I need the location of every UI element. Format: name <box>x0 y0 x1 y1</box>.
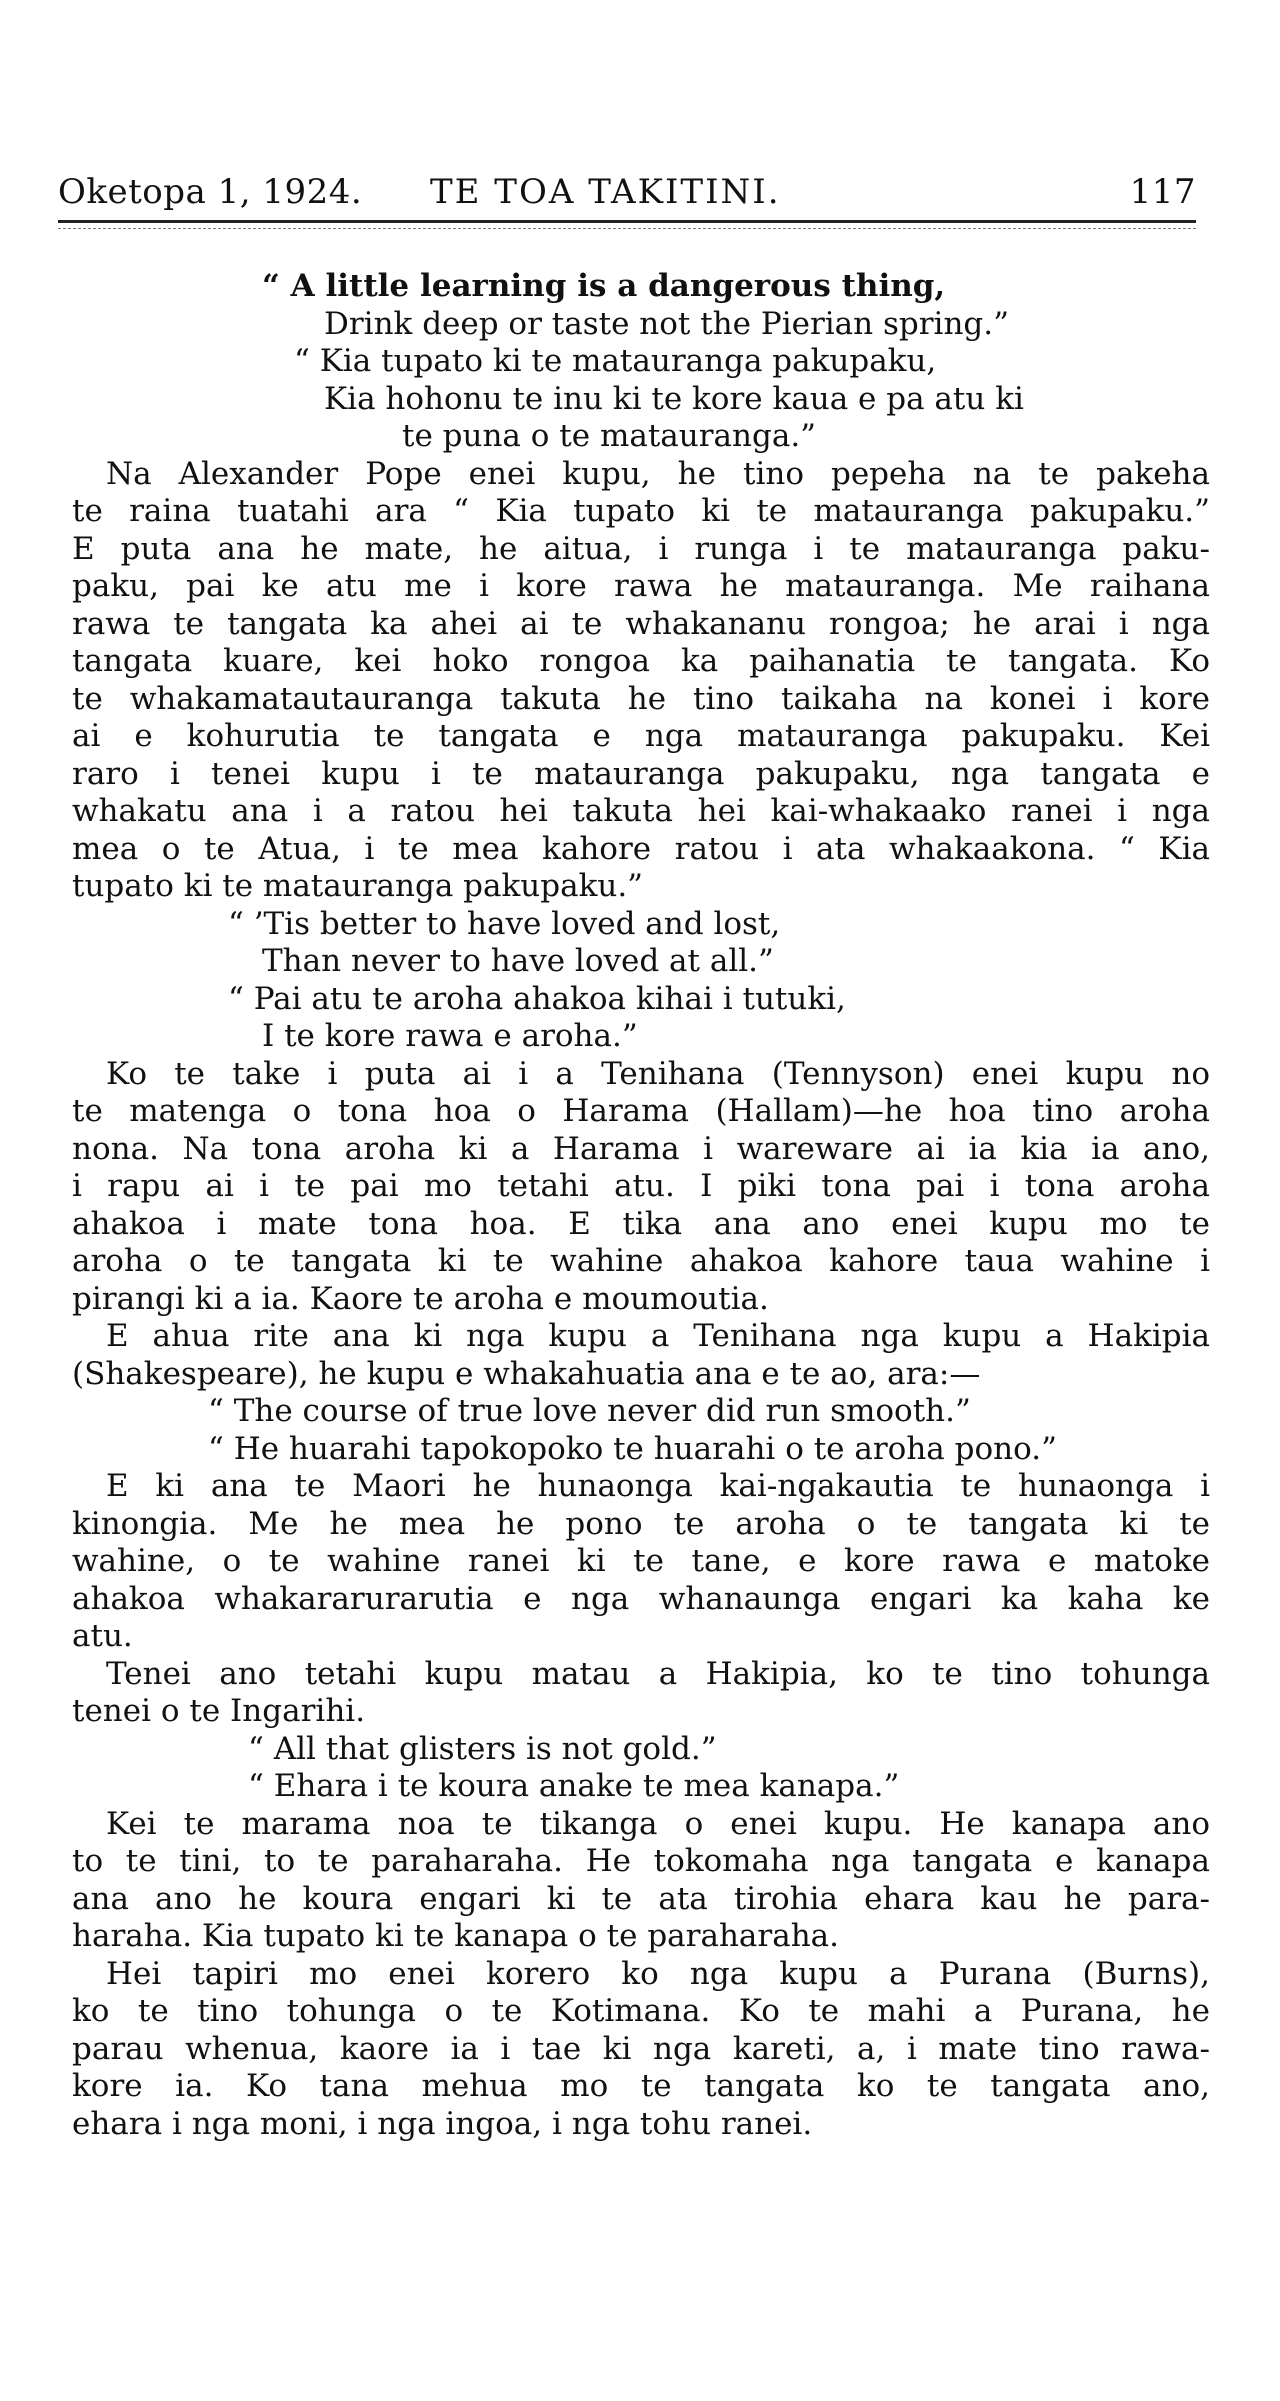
text-line: Tenei ano tetahi kupu matau a Hakipia, ko te tino tohunga <box>106 1655 1210 1692</box>
text-line: “ Ehara i te koura anake te mea kanapa.” <box>248 1768 900 1804</box>
text-line: kinongia. Me he mea he pono te aroha o te tangata ki te <box>72 1505 1210 1542</box>
text-line: wahine, o te wahine ranei ki te tane, e kore rawa e matoke <box>72 1543 1210 1579</box>
text-line: E ki ana te Maori he hunaonga kai-ngakautia te hunaonga i <box>106 1468 1210 1504</box>
text-line: ahakoa whakararurarutia e nga whanaunga engari ka kaha ke <box>72 1580 1210 1617</box>
text-line: Ko te take i puta ai i a Tenihana (Tennyson) enei kupu no <box>106 1055 1210 1092</box>
text-line: haraha. Kia tupato ki te kanapa o te paraharaha. <box>72 1918 839 1954</box>
text-line: “ ’Tis better to have loved and lost, <box>228 905 781 942</box>
text-line: Kia hohonu te inu ki te kore kaua e pa atu ki <box>324 380 1024 417</box>
text-line: Kei te marama noa te tikanga o enei kupu. He kanapa ano <box>106 1805 1210 1842</box>
text-line: i rapu ai i te pai mo tetahi atu. I piki tona pai i tona aroha <box>72 1168 1210 1204</box>
text-line: ahakoa i mate tona hoa. E tika ana ano enei kupu mo te <box>72 1205 1210 1242</box>
text-line: raro i tenei kupu i te matauranga pakupaku, nga tangata e <box>72 755 1210 792</box>
text-line: “ Pai atu te aroha ahakoa kihai i tutuki, <box>228 980 846 1017</box>
text-line: ana ano he koura engari ki te ata tirohia ehara kau he para- <box>72 1880 1210 1917</box>
text-line: “ A little learning is a dangerous thing, <box>262 268 946 304</box>
text-line: te matenga o tona hoa o Harama (Hallam)—he hoa tino aroha <box>72 1093 1210 1129</box>
text-line: parau whenua, kaore ia i tae ki nga kareti, a, i mate tino rawa- <box>72 2030 1210 2067</box>
issue-date: Oketopa 1, 1924. <box>58 172 363 212</box>
text-line: rawa te tangata ka ahei ai te whakananu rongoa; he arai i nga <box>72 605 1210 642</box>
text-line: pirangi ki a ia. Kaore te aroha e moumoutia. <box>72 1280 769 1317</box>
text-line: te raina tuatahi ara “ Kia tupato ki te matauranga pakupaku.” <box>72 493 1210 529</box>
text-line: atu. <box>72 1618 133 1654</box>
text-line: “ The course of true love never did run smooth.” <box>208 1393 971 1429</box>
text-line: tenei o te Ingarihi. <box>72 1693 366 1729</box>
text-line: mea o te Atua, i te mea kahore ratou i ata whakaakona. “ Kia <box>72 830 1210 867</box>
text-line: (Shakespeare), he kupu e whakahuatia ana e te ao, ara:— <box>72 1355 981 1392</box>
text-line: ko te tino tohunga o te Kotimana. Ko te mahi a Purana, he <box>72 1993 1210 2029</box>
text-line: kore ia. Ko tana mehua mo te tangata ko te tangata ano, <box>72 2068 1210 2104</box>
header-rule-dashed <box>58 228 1196 229</box>
text-line: “ Kia tupato ki te matauranga pakupaku, <box>294 343 937 379</box>
publication-title: TE TOA TAKITINI. <box>430 172 781 212</box>
text-line: Na Alexander Pope enei kupu, he tino pepeha na te pakeha <box>106 455 1210 492</box>
text-line: to te tini, to te paraharaha. He tokomaha nga tangata e kanapa <box>72 1843 1210 1879</box>
text-line: whakatu ana i a ratou hei takuta hei kai-whakaako ranei i nga <box>72 793 1210 829</box>
text-line: E ahua rite ana ki nga kupu a Tenihana nga kupu a Hakipia <box>106 1318 1210 1354</box>
text-line: paku, pai ke atu me i kore rawa he matauranga. Me raihana <box>72 568 1210 604</box>
text-line: I te kore rawa e aroha.” <box>262 1018 638 1054</box>
text-line: E puta ana he mate, he aitua, i runga i te matauranga paku- <box>72 530 1210 567</box>
page-number: 117 <box>1129 172 1196 212</box>
page-header <box>58 172 1196 220</box>
text-line: Than never to have loved at all.” <box>262 943 774 979</box>
text-line: ehara i nga moni, i nga ingoa, i nga tohu ranei. <box>72 2105 813 2142</box>
text-line: te whakamatautauranga takuta he tino taikaha na konei i kore <box>72 680 1210 717</box>
text-line: Drink deep or taste not the Pierian spring.” <box>324 305 1009 342</box>
text-line: aroha o te tangata ki te wahine ahakoa kahore taua wahine i <box>72 1243 1210 1279</box>
article-body <box>72 268 1210 2143</box>
text-line: “ He huarahi tapokopoko te huarahi o te aroha pono.” <box>208 1430 1057 1467</box>
text-line: Hei tapiri mo enei korero ko nga kupu a Purana (Burns), <box>106 1955 1210 1992</box>
header-rule <box>58 220 1196 223</box>
text-line: “ All that glisters is not gold.” <box>248 1730 717 1767</box>
text-line: te puna o te matauranga.” <box>402 418 817 454</box>
text-line: tupato ki te matauranga pakupaku.” <box>72 868 644 904</box>
text-line: tangata kuare, kei hoko rongoa ka paihanatia te tangata. Ko <box>72 643 1210 679</box>
text-line: ai e kohurutia te tangata e nga matauranga pakupaku. Kei <box>72 718 1210 754</box>
text-line: nona. Na tona aroha ki a Harama i wareware ai ia kia ia ano, <box>72 1130 1210 1167</box>
